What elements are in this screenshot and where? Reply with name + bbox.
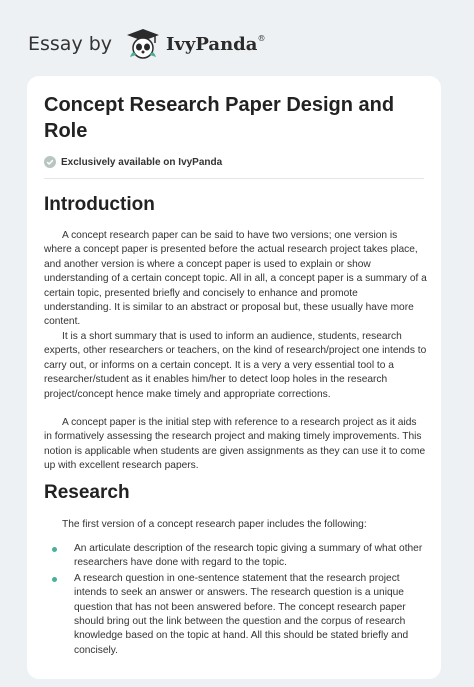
brand-bar — [28, 26, 265, 62]
check-circle-icon — [44, 156, 56, 168]
divider — [44, 178, 424, 179]
intro-paragraph-3: A concept paper is the initial step with reference to a research project as it aids in formatively assessing the research project and making timely improvements. This notion is applicable when students are given assignments as they can use it to come up with excellent research papers. — [44, 417, 426, 472]
page-title: Concept Research Paper Design and Role — [44, 94, 395, 142]
intro-paragraph-1: A concept research paper can be said to have two versions; one version is where a concept paper is presented before the actual research project takes place, and another version is where a concept paper is used to explain or show understanding of a certain concept topic. All in all, a concept paper is a summary of a certain topic, presented briefly and concisely to enhance and promote understanding. It is similar to an abstract or proposal but, these usually have more content. — [44, 230, 427, 328]
ivypanda-logo-text[interactable]: IvyPanda® — [166, 33, 266, 55]
bullet-dot-icon — [52, 547, 57, 552]
research-intro: The first version of a concept research paper includes the following: — [62, 519, 367, 530]
exclusive-label: Exclusively available on IvyPanda — [61, 156, 223, 168]
research-bullet-list — [44, 542, 434, 659]
section-heading-research: Research — [44, 482, 130, 503]
panda-logo-icon[interactable] — [126, 27, 160, 61]
section-heading-introduction: Introduction — [44, 194, 155, 215]
bullet-dot-icon — [52, 577, 57, 582]
list-item: An articulate description of the research topic giving a summary of what other researchers have done with regard to the topic. — [44, 542, 434, 571]
essay-by-label: Essay by — [28, 33, 113, 55]
essay-card — [27, 76, 441, 679]
intro-paragraph-2: It is a short summary that is used to inform an audience, students, research experts, other researchers or teachers, on the kind of research/project one intends to carry out, or informs on a certain concept. It is a very a very essential tool to a researcher/student as it enables him/her to detect loop holes in the research project/concept hence make timely and appropriate corrections. — [44, 331, 427, 400]
list-item: A research question in one-sentence statement that the research project intends to seek an answer or answers. The research question is a unique question that has not been answered before. The concept research paper should bring out the link between the question and the corpus of research knowledge based on the topic at hand. All this should be stated briefly and concisely. — [44, 572, 434, 658]
exclusive-badge — [44, 156, 222, 168]
